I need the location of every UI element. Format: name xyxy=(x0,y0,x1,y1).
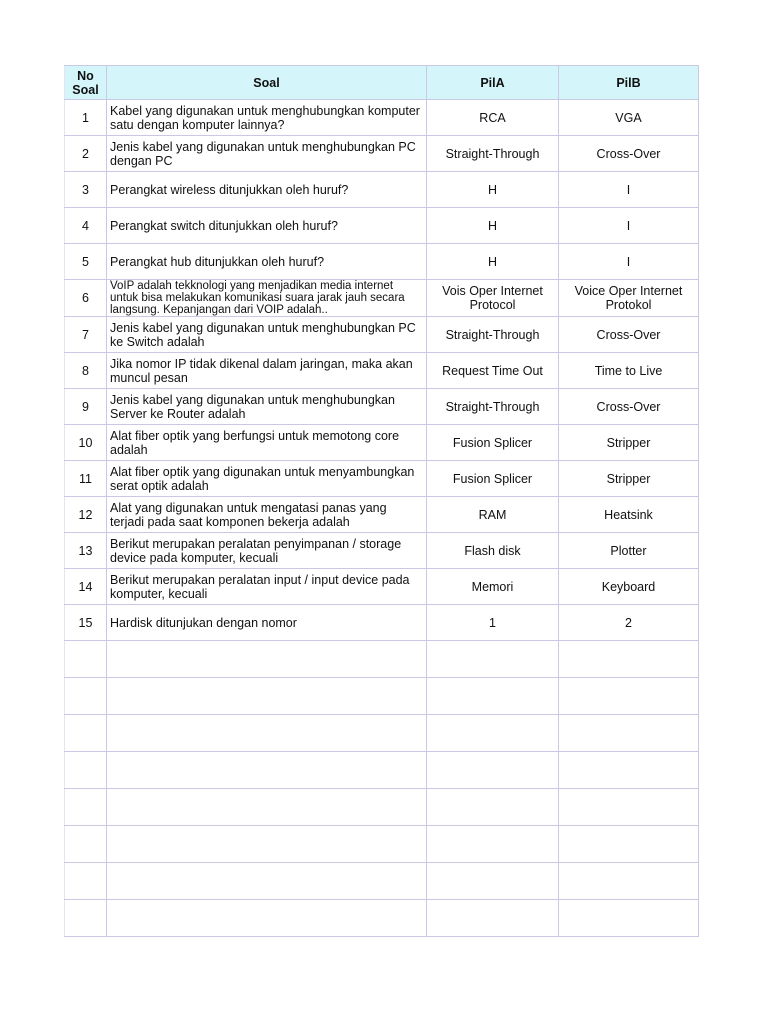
cell-no[interactable]: 4 xyxy=(65,208,107,244)
empty-cell[interactable] xyxy=(427,863,559,900)
empty-row xyxy=(65,863,699,900)
empty-cell[interactable] xyxy=(559,863,699,900)
table-row xyxy=(65,533,699,569)
cell-no[interactable]: 15 xyxy=(65,605,107,641)
empty-cell[interactable] xyxy=(427,715,559,752)
table-row xyxy=(65,353,699,389)
cell-pila[interactable]: Straight-Through xyxy=(427,317,559,353)
cell-soal[interactable]: Hardisk ditunjukan dengan nomor xyxy=(107,605,427,641)
cell-pilb[interactable]: I xyxy=(559,244,699,280)
empty-cell[interactable] xyxy=(427,900,559,937)
cell-soal[interactable]: Jenis kabel yang digunakan untuk menghubungkan PC dengan PC xyxy=(107,136,427,172)
cell-soal[interactable]: Perangkat switch ditunjukkan oleh huruf? xyxy=(107,208,427,244)
empty-cell[interactable] xyxy=(559,715,699,752)
empty-cell[interactable] xyxy=(559,789,699,826)
cell-pilb[interactable]: Keyboard xyxy=(559,569,699,605)
cell-pilb[interactable]: 2 xyxy=(559,605,699,641)
table-row xyxy=(65,425,699,461)
cell-pilb[interactable]: Stripper xyxy=(559,461,699,497)
cell-soal[interactable]: Alat fiber optik yang digunakan untuk menyambungkan serat optik adalah xyxy=(107,461,427,497)
cell-pilb[interactable]: Heatsink xyxy=(559,497,699,533)
cell-pila[interactable]: RAM xyxy=(427,497,559,533)
cell-pila[interactable]: Straight-Through xyxy=(427,389,559,425)
header-pilb: PilB xyxy=(559,66,699,100)
empty-row xyxy=(65,641,699,678)
header-pila: PilA xyxy=(427,66,559,100)
cell-soal[interactable]: Perangkat wireless ditunjukkan oleh huruf? xyxy=(107,172,427,208)
header-soal: Soal xyxy=(107,66,427,100)
empty-cell[interactable] xyxy=(559,641,699,678)
header-no-soal: No Soal xyxy=(65,66,107,100)
empty-cell[interactable] xyxy=(65,789,107,826)
table-row xyxy=(65,136,699,172)
empty-cell[interactable] xyxy=(427,826,559,863)
cell-pilb[interactable]: I xyxy=(559,208,699,244)
cell-soal[interactable]: VoIP adalah tekknologi yang menjadikan media internet untuk bisa melakukan komunikasi suara jarak jauh secara langsung. Kepanjangan dari VOIP adalah.. xyxy=(107,280,427,317)
cell-soal[interactable]: Berikut merupakan peralatan penyimpanan / storage device pada komputer, kecuali xyxy=(107,533,427,569)
cell-pilb[interactable]: Stripper xyxy=(559,425,699,461)
empty-cell[interactable] xyxy=(427,789,559,826)
empty-row xyxy=(65,678,699,715)
cell-pila[interactable]: H xyxy=(427,208,559,244)
table-row xyxy=(65,569,699,605)
cell-pila[interactable]: RCA xyxy=(427,100,559,136)
empty-cell[interactable] xyxy=(107,900,427,937)
empty-cell[interactable] xyxy=(65,826,107,863)
table-row xyxy=(65,280,699,317)
cell-no[interactable]: 3 xyxy=(65,172,107,208)
cell-pila[interactable]: H xyxy=(427,244,559,280)
cell-soal[interactable]: Jika nomor IP tidak dikenal dalam jaringan, maka akan muncul pesan xyxy=(107,353,427,389)
empty-cell[interactable] xyxy=(107,789,427,826)
cell-pila[interactable]: Fusion Splicer xyxy=(427,425,559,461)
cell-pila[interactable]: H xyxy=(427,172,559,208)
cell-no[interactable]: 12 xyxy=(65,497,107,533)
empty-cell[interactable] xyxy=(559,826,699,863)
table-row xyxy=(65,208,699,244)
cell-no[interactable]: 14 xyxy=(65,569,107,605)
table-row xyxy=(65,172,699,208)
cell-pila[interactable]: Request Time Out xyxy=(427,353,559,389)
cell-soal[interactable]: Perangkat hub ditunjukkan oleh huruf? xyxy=(107,244,427,280)
cell-soal[interactable]: Kabel yang digunakan untuk menghubungkan komputer satu dengan komputer lainnya? xyxy=(107,100,427,136)
empty-cell[interactable] xyxy=(427,678,559,715)
table-row xyxy=(65,605,699,641)
cell-pila[interactable]: Vois Oper Internet Protocol xyxy=(427,280,559,317)
empty-cell[interactable] xyxy=(65,715,107,752)
table-row xyxy=(65,317,699,353)
cell-pilb[interactable]: Voice Oper Internet Protokol xyxy=(559,280,699,317)
cell-no[interactable]: 9 xyxy=(65,389,107,425)
empty-row xyxy=(65,789,699,826)
cell-soal[interactable]: Jenis kabel yang digunakan untuk menghubungkan PC ke Switch adalah xyxy=(107,317,427,353)
empty-cell[interactable] xyxy=(65,752,107,789)
empty-row xyxy=(65,900,699,937)
cell-pila[interactable]: Flash disk xyxy=(427,533,559,569)
cell-pilb[interactable]: Time to Live xyxy=(559,353,699,389)
cell-no[interactable]: 6 xyxy=(65,280,107,317)
table-row xyxy=(65,497,699,533)
table-row xyxy=(65,244,699,280)
empty-row xyxy=(65,826,699,863)
empty-cell[interactable] xyxy=(107,641,427,678)
cell-pilb[interactable]: Cross-Over xyxy=(559,317,699,353)
empty-cell[interactable] xyxy=(559,900,699,937)
empty-cell[interactable] xyxy=(559,752,699,789)
empty-cell[interactable] xyxy=(65,900,107,937)
empty-cell[interactable] xyxy=(107,863,427,900)
cell-pilb[interactable]: VGA xyxy=(559,100,699,136)
cell-no[interactable]: 2 xyxy=(65,136,107,172)
cell-no[interactable]: 7 xyxy=(65,317,107,353)
cell-pila[interactable]: 1 xyxy=(427,605,559,641)
cell-pilb[interactable]: I xyxy=(559,172,699,208)
empty-cell[interactable] xyxy=(65,641,107,678)
table-row xyxy=(65,100,699,136)
cell-no[interactable]: 13 xyxy=(65,533,107,569)
empty-cell[interactable] xyxy=(427,641,559,678)
table-row xyxy=(65,389,699,425)
empty-cell[interactable] xyxy=(65,678,107,715)
spreadsheet xyxy=(64,65,699,937)
empty-cell[interactable] xyxy=(427,752,559,789)
empty-row xyxy=(65,752,699,789)
cell-pilb[interactable]: Cross-Over xyxy=(559,136,699,172)
cell-soal[interactable]: Alat yang digunakan untuk mengatasi panas yang terjadi pada saat komponen bekerja adalah xyxy=(107,497,427,533)
cell-no[interactable]: 1 xyxy=(65,100,107,136)
empty-row xyxy=(65,715,699,752)
cell-pilb[interactable]: Plotter xyxy=(559,533,699,569)
empty-cell[interactable] xyxy=(559,678,699,715)
cell-no[interactable]: 10 xyxy=(65,425,107,461)
table-row xyxy=(65,461,699,497)
cell-soal[interactable]: Jenis kabel yang digunakan untuk menghubungkan Server ke Router adalah xyxy=(107,389,427,425)
questions-table xyxy=(64,65,699,937)
cell-no[interactable]: 5 xyxy=(65,244,107,280)
cell-soal[interactable]: Alat fiber optik yang berfungsi untuk memotong core adalah xyxy=(107,425,427,461)
header-row xyxy=(65,66,699,100)
cell-pila[interactable]: Straight-Through xyxy=(427,136,559,172)
cell-no[interactable]: 8 xyxy=(65,353,107,389)
empty-cell[interactable] xyxy=(107,715,427,752)
empty-cell[interactable] xyxy=(65,863,107,900)
cell-pila[interactable]: Memori xyxy=(427,569,559,605)
cell-pilb[interactable]: Cross-Over xyxy=(559,389,699,425)
cell-soal[interactable]: Berikut merupakan peralatan input / input device pada komputer, kecuali xyxy=(107,569,427,605)
cell-pila[interactable]: Fusion Splicer xyxy=(427,461,559,497)
empty-cell[interactable] xyxy=(107,752,427,789)
empty-cell[interactable] xyxy=(107,826,427,863)
cell-no[interactable]: 11 xyxy=(65,461,107,497)
empty-cell[interactable] xyxy=(107,678,427,715)
